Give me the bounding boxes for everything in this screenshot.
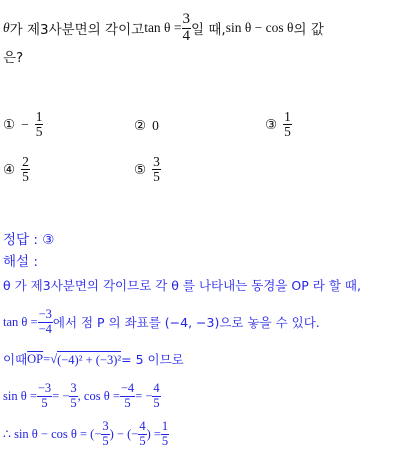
line4-frac-4 (152, 382, 160, 409)
choice-1-fraction (35, 110, 44, 139)
line2-tan: tan θ = (3, 314, 38, 329)
choice-5-numerator: 3 (153, 154, 160, 169)
choice-2-mark: ② (134, 118, 147, 134)
line4-eq1: = − (52, 388, 70, 403)
line3-eq: = (43, 351, 51, 366)
line2-denominator: −4 (38, 321, 52, 336)
choice-3-numerator: 1 (284, 109, 291, 124)
answer-value: ③ (42, 232, 55, 248)
choice-3[interactable] (265, 110, 292, 139)
tan-fraction (182, 12, 192, 45)
choice-5-mark: ⑤ (134, 161, 147, 178)
choice-5-fraction (152, 155, 161, 184)
choice-3-denominator: 5 (284, 124, 291, 140)
line4-d4: 5 (153, 395, 160, 410)
line3-op: $\overline{OP}$ (27, 351, 44, 366)
tan-denominator: 4 (182, 27, 191, 44)
theta-symbol: θ (3, 20, 10, 35)
choice-4-fraction (21, 155, 30, 184)
line4-frac-2 (69, 382, 77, 409)
choice-1-sign: − (21, 116, 29, 132)
line5-mid2: ) = (146, 426, 161, 441)
question-line-2: 은? (3, 50, 24, 66)
line4-cos: , cos θ = (77, 388, 120, 403)
choice-3-mark: ③ (265, 116, 278, 133)
line5-n2: 4 (139, 419, 146, 434)
line4-n4: 4 (153, 381, 160, 396)
answer-label: 정답 : (3, 232, 43, 248)
line4-d1: 5 (37, 396, 52, 410)
choice-1-numerator: 1 (35, 109, 43, 124)
choice-1[interactable] (3, 110, 43, 139)
line5-frac-2 (138, 420, 146, 447)
line4-n2: 3 (70, 381, 77, 396)
line4-eq2: = − (135, 388, 153, 403)
choice-4-mark: ④ (3, 161, 16, 178)
tan-numerator: 3 (182, 10, 191, 27)
line5-mid: ) − (− (109, 426, 139, 441)
line2-fraction (38, 308, 53, 335)
question-text-1: 가 제3사분면의 각이고 (9, 22, 145, 38)
line3-suffix: = 5 이므로 (121, 352, 184, 367)
explain-line-1: θ 가 제3사분면의 각이므로 각 θ 를 나타내는 동경을 OP 라 할 때, (3, 278, 361, 293)
line2-suffix: 에서 점 P 의 좌표를 (−4, −3)으로 놓을 수 있다. (52, 315, 320, 330)
question-text-2: 일 때, (191, 22, 226, 38)
choice-2[interactable] (134, 118, 159, 134)
line4-n3: −4 (120, 381, 135, 396)
line5-n3: 1 (161, 419, 169, 434)
explain-label: 해설 : (3, 254, 38, 270)
line5-n1: 3 (102, 419, 109, 434)
choice-1-denominator: 5 (35, 124, 43, 140)
choice-4-numerator: 2 (22, 154, 29, 169)
line3-sqrt: (−4)² + (−3)² (57, 352, 122, 367)
line4-d2: 5 (70, 395, 77, 410)
sqrt-sign: √ (50, 351, 58, 366)
line4-frac-1 (37, 382, 52, 409)
line5-d3: 5 (161, 433, 169, 448)
question-expression: sin θ − cos θ (225, 20, 294, 35)
line4-d3: 5 (120, 396, 135, 410)
choice-4-denominator: 5 (22, 169, 29, 185)
explain-line-2 (3, 302, 320, 342)
line5-frac-1 (101, 420, 109, 447)
line4-frac-3 (120, 382, 135, 409)
line5-prefix: ∴ sin θ − cos θ = (− (3, 427, 102, 441)
question-line-1 (3, 6, 324, 50)
answer-line (3, 228, 54, 248)
choice-4[interactable] (3, 155, 30, 184)
question-text-3: 의 값 (293, 22, 324, 38)
choice-3-fraction (283, 110, 292, 139)
line5-d2: 5 (139, 433, 146, 448)
choice-1-mark: ① (3, 116, 16, 133)
explain-line-5 (3, 414, 169, 454)
line4-sin: sin θ = (3, 388, 37, 403)
line5-d1: 5 (102, 433, 109, 448)
explain-line-3 (3, 346, 184, 372)
explain-line-4 (3, 376, 161, 416)
line5-frac-3 (161, 420, 169, 447)
choice-5-denominator: 5 (153, 169, 160, 185)
line3-prefix: 이때 (3, 352, 28, 367)
choice-2-value: 0 (152, 118, 159, 133)
choice-5[interactable] (134, 155, 161, 184)
tan-label: tan θ = (144, 20, 182, 35)
line2-numerator: −3 (38, 307, 52, 322)
line4-n1: −3 (37, 381, 52, 396)
